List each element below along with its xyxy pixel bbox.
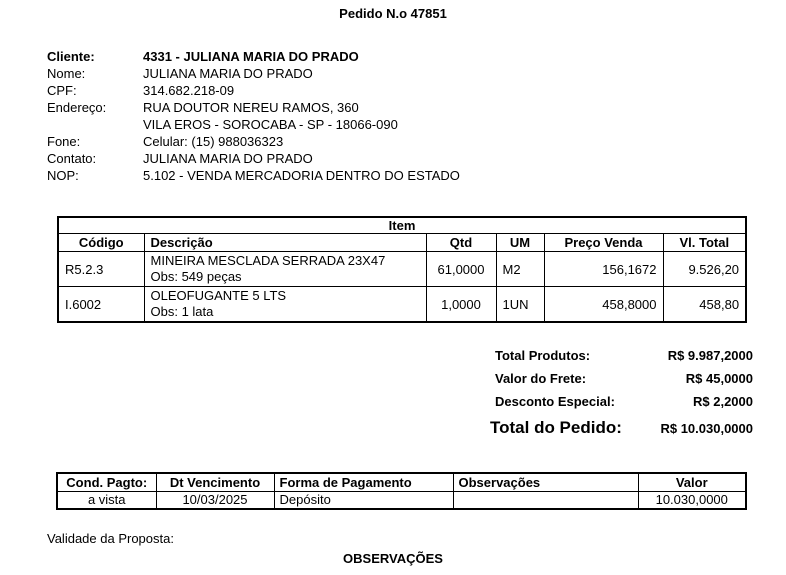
client-value: 5.102 - VENDA MERCADORIA DENTRO DO ESTADO	[143, 168, 460, 183]
col-header-descricao: Descrição	[144, 234, 426, 252]
col-header-valor: Valor	[638, 473, 746, 491]
item-preco-venda: 156,1672	[544, 252, 663, 287]
item-table	[57, 216, 747, 323]
item-vl-total: 9.526,20	[663, 252, 746, 287]
item-descricao-cell	[144, 287, 426, 323]
item-obs: Obs: 549 peças	[150, 269, 242, 284]
desconto-especial-value: R$ 2,2000	[693, 394, 753, 409]
payment-cond-pagto: a vista	[57, 491, 156, 509]
total-produtos-label: Total Produtos:	[495, 348, 591, 363]
col-header-um: UM	[496, 234, 544, 252]
client-row-endereco	[47, 99, 460, 116]
item-descricao-cell	[144, 252, 426, 287]
payment-forma-pagamento: Depósito	[274, 491, 453, 509]
client-label: Contato:	[47, 151, 97, 166]
col-header-vl-total: Vl. Total	[663, 234, 746, 252]
item-qtd: 1,0000	[426, 287, 496, 323]
item-vl-total: 458,80	[663, 287, 746, 323]
totals-section	[490, 348, 753, 438]
total-pedido-row	[490, 418, 753, 438]
client-value: RUA DOUTOR NEREU RAMOS, 360	[143, 100, 359, 115]
total-pedido-label: Total do Pedido:	[490, 418, 622, 437]
item-qtd: 61,0000	[426, 252, 496, 287]
payment-valor: 10.030,0000	[638, 491, 746, 509]
valor-frete-value: R$ 45,0000	[685, 371, 753, 386]
observations-title: OBSERVAÇÕES	[343, 551, 443, 566]
item-obs: Obs: 1 lata	[150, 304, 214, 319]
item-codigo: R5.2.3	[58, 252, 144, 287]
total-produtos-value: R$ 9.987,2000	[667, 348, 753, 363]
payment-table	[56, 472, 747, 510]
client-row-nop	[47, 167, 460, 184]
client-value: VILA EROS - SOROCABA - SP - 18066-090	[143, 117, 398, 132]
item-descricao: MINEIRA MESCLADA SERRADA 23X47	[150, 253, 386, 268]
page-title: Pedido N.o 47851	[339, 6, 447, 21]
client-value: 4331 - JULIANA MARIA DO PRADO	[143, 49, 359, 64]
payment-observacoes	[453, 491, 638, 509]
desconto-especial-label: Desconto Especial:	[495, 394, 615, 409]
item-um: 1UN	[496, 287, 544, 323]
client-row-fone	[47, 133, 460, 150]
item-table-caption: Item	[58, 217, 746, 234]
client-label: Cliente:	[47, 49, 95, 64]
client-row-contato	[47, 150, 460, 167]
client-label: Fone:	[47, 134, 81, 149]
col-header-observacoes: Observações	[453, 473, 638, 491]
payment-row	[57, 491, 746, 509]
item-codigo: I.6002	[58, 287, 144, 323]
payment-dt-vencimento: 10/03/2025	[156, 491, 274, 509]
client-label: CPF:	[47, 83, 77, 98]
col-header-qtd: Qtd	[426, 234, 496, 252]
client-row-endereco-line2	[47, 116, 460, 133]
client-label: Nome:	[47, 66, 86, 81]
total-pedido-value: R$ 10.030,0000	[660, 421, 753, 436]
client-value: 314.682.218-09	[143, 83, 235, 98]
desconto-especial-row	[490, 394, 753, 417]
item-row	[58, 252, 746, 287]
client-row-cliente	[47, 48, 460, 65]
client-value: JULIANA MARIA DO PRADO	[143, 151, 313, 166]
client-label	[47, 116, 143, 133]
item-table-header-row	[58, 234, 746, 252]
item-um: M2	[496, 252, 544, 287]
client-label: NOP:	[47, 168, 79, 183]
validity-label: Validade da Proposta:	[47, 531, 174, 546]
client-label: Endereço:	[47, 100, 107, 115]
item-row	[58, 287, 746, 323]
item-descricao: OLEOFUGANTE 5 LTS	[150, 288, 287, 303]
client-value: JULIANA MARIA DO PRADO	[143, 66, 313, 81]
item-table-caption-row	[58, 217, 746, 234]
item-preco-venda: 458,8000	[544, 287, 663, 323]
client-info-block	[47, 48, 460, 184]
col-header-codigo: Código	[58, 234, 144, 252]
col-header-cond-pagto: Cond. Pagto:	[57, 473, 156, 491]
client-value: Celular: (15) 988036323	[143, 134, 284, 149]
col-header-forma-pagamento: Forma de Pagamento	[274, 473, 453, 491]
valor-frete-row	[490, 371, 753, 394]
client-row-nome	[47, 65, 460, 82]
client-row-cpf	[47, 82, 460, 99]
total-produtos-row	[490, 348, 753, 371]
valor-frete-label: Valor do Frete:	[495, 371, 587, 386]
col-header-preco-venda: Preço Venda	[544, 234, 663, 252]
col-header-dt-vencimento: Dt Vencimento	[156, 473, 274, 491]
payment-table-header-row	[57, 473, 746, 491]
